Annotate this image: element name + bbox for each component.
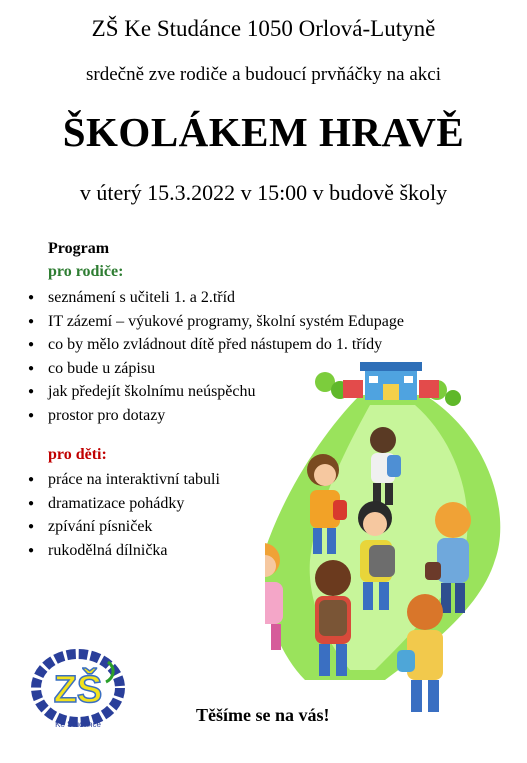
- kids-program-list: [28, 468, 220, 562]
- children-walking-to-school-illustration: [265, 350, 515, 745]
- school-logo: [30, 648, 126, 728]
- list-item: ● dramatizace pohádky: [28, 492, 220, 516]
- closing-message: Těšíme se na vás!: [196, 705, 330, 725]
- list-item: ● IT zázemí – výukové programy, školní systém Edupage: [28, 310, 404, 334]
- list-item: ● seznámení s učiteli 1. a 2.tříd: [28, 286, 404, 310]
- kids-section-title: pro děti:: [48, 446, 107, 463]
- event-date-time: v úterý 15.3.2022 v 15:00 v budově školy: [79, 180, 448, 205]
- list-item: ● zpívání písniček: [28, 515, 220, 539]
- event-title: ŠKOLÁKEM HRAVĚ: [62, 109, 465, 155]
- logo-ring-text: Ke Studánce: [55, 720, 101, 728]
- school-name: ZŠ Ke Studánce 1050 Orlová-Lutyně: [91, 16, 436, 41]
- invitation-line: srdečně zve rodiče a budoucí prvňáčky na akci: [85, 64, 442, 85]
- list-item: ● jak předejít školnímu neúspěchu: [28, 380, 404, 404]
- list-item: ● prostor pro dotazy: [28, 404, 404, 428]
- list-item: ● co by mělo zvládnout dítě před nástupem do 1. třídy: [28, 333, 404, 357]
- school-building-icon: [343, 362, 439, 400]
- list-item: ● rukodělná dílnička: [28, 539, 220, 563]
- parents-section-title: pro rodiče:: [48, 263, 124, 280]
- list-item: ● co bude u zápisu: [28, 357, 404, 381]
- tree-icon: [445, 390, 461, 406]
- logo-letters: ZŠ: [53, 669, 103, 711]
- program-heading: Program: [48, 240, 110, 257]
- list-item: ● práce na interaktivní tabuli: [28, 468, 220, 492]
